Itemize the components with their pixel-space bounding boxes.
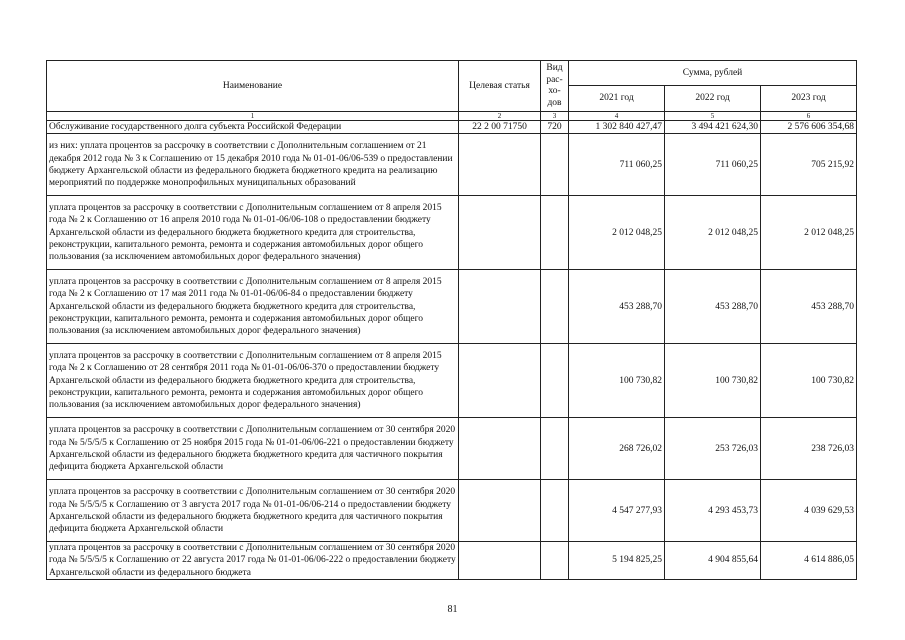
row-target-article [459, 344, 541, 418]
header-expense-type-line: Вид [546, 63, 563, 73]
row-expense-type [541, 542, 569, 580]
row-amount-2021: 268 726,02 [569, 418, 665, 480]
row-amount-2021: 1 302 840 427,47 [569, 121, 665, 134]
header-target-article: Целевая статья [459, 61, 541, 112]
header-year-2023: 2023 год [761, 85, 857, 111]
column-number: 1 [47, 112, 459, 121]
row-amount-2023: 453 288,70 [761, 270, 857, 344]
row-expense-type: 720 [541, 121, 569, 134]
header-year-2022: 2022 год [665, 85, 761, 111]
table-row [47, 134, 857, 196]
row-amount-2022: 453 288,70 [665, 270, 761, 344]
row-target-article: 22 2 00 71750 [459, 121, 541, 134]
table-row [47, 270, 857, 344]
row-name: Обслуживание государственного долга субъекта Российской Федерации [47, 121, 459, 134]
row-expense-type [541, 418, 569, 480]
row-name: уплата процентов за рассрочку в соответствии с Дополнительным соглашением от 30 сентября 2020 года № 5/5/5/5 к Соглашению от 25 ноября 2015 года № 01-01-06/06-221 о предоставлении бюджету Архангельской области из федерального бюджета бюджетного кредита для частичного покрытия дефицита бюджета Архангельской области [47, 418, 459, 480]
header-expense-type-line: хо- [548, 86, 561, 96]
column-number: 6 [761, 112, 857, 121]
row-name: уплата процентов за рассрочку в соответствии с Дополнительным соглашением от 8 апреля 2015 года № 2 к Соглашению от 28 сентября 2011 года № 01-01-06/06-370 о предоставлении бюджету Архангельской области из федерального бюджета бюджетного кредита для строительства, реконструкции, капитального ремонта, ремонта и содержания автомобильных дорог общего пользования (за исключением автомобильных дорог федерального значения) [47, 344, 459, 418]
row-amount-2022: 100 730,82 [665, 344, 761, 418]
header-expense-type [541, 61, 569, 112]
row-name: уплата процентов за рассрочку в соответствии с Дополнительным соглашением от 8 апреля 2015 года № 2 к Соглашению от 16 апреля 2010 года № 01-01-06/06-108 о предоставлении бюджету Архангельской области из федерального бюджета бюджетного кредита для строительства, реконструкции, капитального ремонта, ремонта и содержания автомобильных дорог общего пользования (за исключением автомобильных дорог федерального значения) [47, 196, 459, 270]
row-expense-type [541, 196, 569, 270]
header-name: Наименование [47, 61, 459, 112]
row-amount-2023: 2 012 048,25 [761, 196, 857, 270]
header-expense-type-line: дов [547, 97, 562, 108]
row-amount-2022: 4 293 453,73 [665, 480, 761, 542]
row-name: из них: уплата процентов за рассрочку в соответствии с Дополнительным соглашением от 21 декабря 2012 года № 3 к Соглашению от 15 декабря 2010 года № 01-01-06/06-539 о предоставлении бюджету Архангельской области из федерального бюджета бюджетного кредита на реализацию мероприятий по поддержке монопрофильных муниципальных образований [47, 134, 459, 196]
row-amount-2021: 100 730,82 [569, 344, 665, 418]
header-year-2021: 2021 год [569, 85, 665, 111]
row-amount-2023: 100 730,82 [761, 344, 857, 418]
row-amount-2023: 4 614 886,05 [761, 542, 857, 580]
row-amount-2021: 453 288,70 [569, 270, 665, 344]
row-expense-type [541, 480, 569, 542]
table-row [47, 344, 857, 418]
table-row [47, 196, 857, 270]
table-row [47, 121, 857, 134]
row-amount-2022: 2 012 048,25 [665, 196, 761, 270]
row-amount-2021: 5 194 825,25 [569, 542, 665, 580]
row-expense-type [541, 134, 569, 196]
column-number: 3 [541, 112, 569, 121]
header-expense-type-line: рас- [546, 74, 563, 85]
row-target-article [459, 542, 541, 580]
column-number: 5 [665, 112, 761, 121]
row-amount-2021: 4 547 277,93 [569, 480, 665, 542]
row-target-article [459, 418, 541, 480]
row-name: уплата процентов за рассрочку в соответствии с Дополнительным соглашением от 30 сентября 2020 года № 5/5/5/5 к Соглашению от 22 августа 2017 года № 01-01-06/06-222 о предоставлении бюджету Архангельской области из федерального бюджета [47, 542, 459, 580]
row-target-article [459, 134, 541, 196]
row-amount-2023: 2 576 606 354,68 [761, 121, 857, 134]
row-target-article [459, 480, 541, 542]
row-target-article [459, 196, 541, 270]
row-expense-type [541, 270, 569, 344]
table-row [47, 542, 857, 580]
row-amount-2022: 4 904 855,64 [665, 542, 761, 580]
row-target-article [459, 270, 541, 344]
column-number: 2 [459, 112, 541, 121]
row-name: уплата процентов за рассрочку в соответствии с Дополнительным соглашением от 30 сентября 2020 года № 5/5/5/5 к Соглашению от 3 августа 2017 года № 01-01-06/06-214 о предоставлении бюджету Архангельской области из федерального бюджета бюджетного кредита для частичного покрытия дефицита бюджета Архангельской области [47, 480, 459, 542]
budget-table [46, 60, 857, 580]
row-amount-2023: 4 039 629,53 [761, 480, 857, 542]
header-sum: Сумма, рублей [569, 61, 857, 86]
row-name: уплата процентов за рассрочку в соответствии с Дополнительным соглашением от 8 апреля 2015 года № 2 к Соглашению от 17 мая 2011 года № 01-01-06/06-84 о предоставлении бюджету Архангельской области из федерального бюджета бюджетного кредита для строительства, реконструкции, капитального ремонта, ремонта и содержания автомобильных дорог общего пользования (за исключением автомобильных дорог федерального значения) [47, 270, 459, 344]
row-amount-2023: 238 726,03 [761, 418, 857, 480]
column-number: 4 [569, 112, 665, 121]
row-expense-type [541, 344, 569, 418]
row-amount-2022: 3 494 421 624,30 [665, 121, 761, 134]
row-amount-2021: 711 060,25 [569, 134, 665, 196]
row-amount-2022: 253 726,03 [665, 418, 761, 480]
page-number: 81 [447, 604, 458, 615]
table-row [47, 418, 857, 480]
row-amount-2022: 711 060,25 [665, 134, 761, 196]
row-amount-2023: 705 215,92 [761, 134, 857, 196]
table-row [47, 480, 857, 542]
row-amount-2021: 2 012 048,25 [569, 196, 665, 270]
